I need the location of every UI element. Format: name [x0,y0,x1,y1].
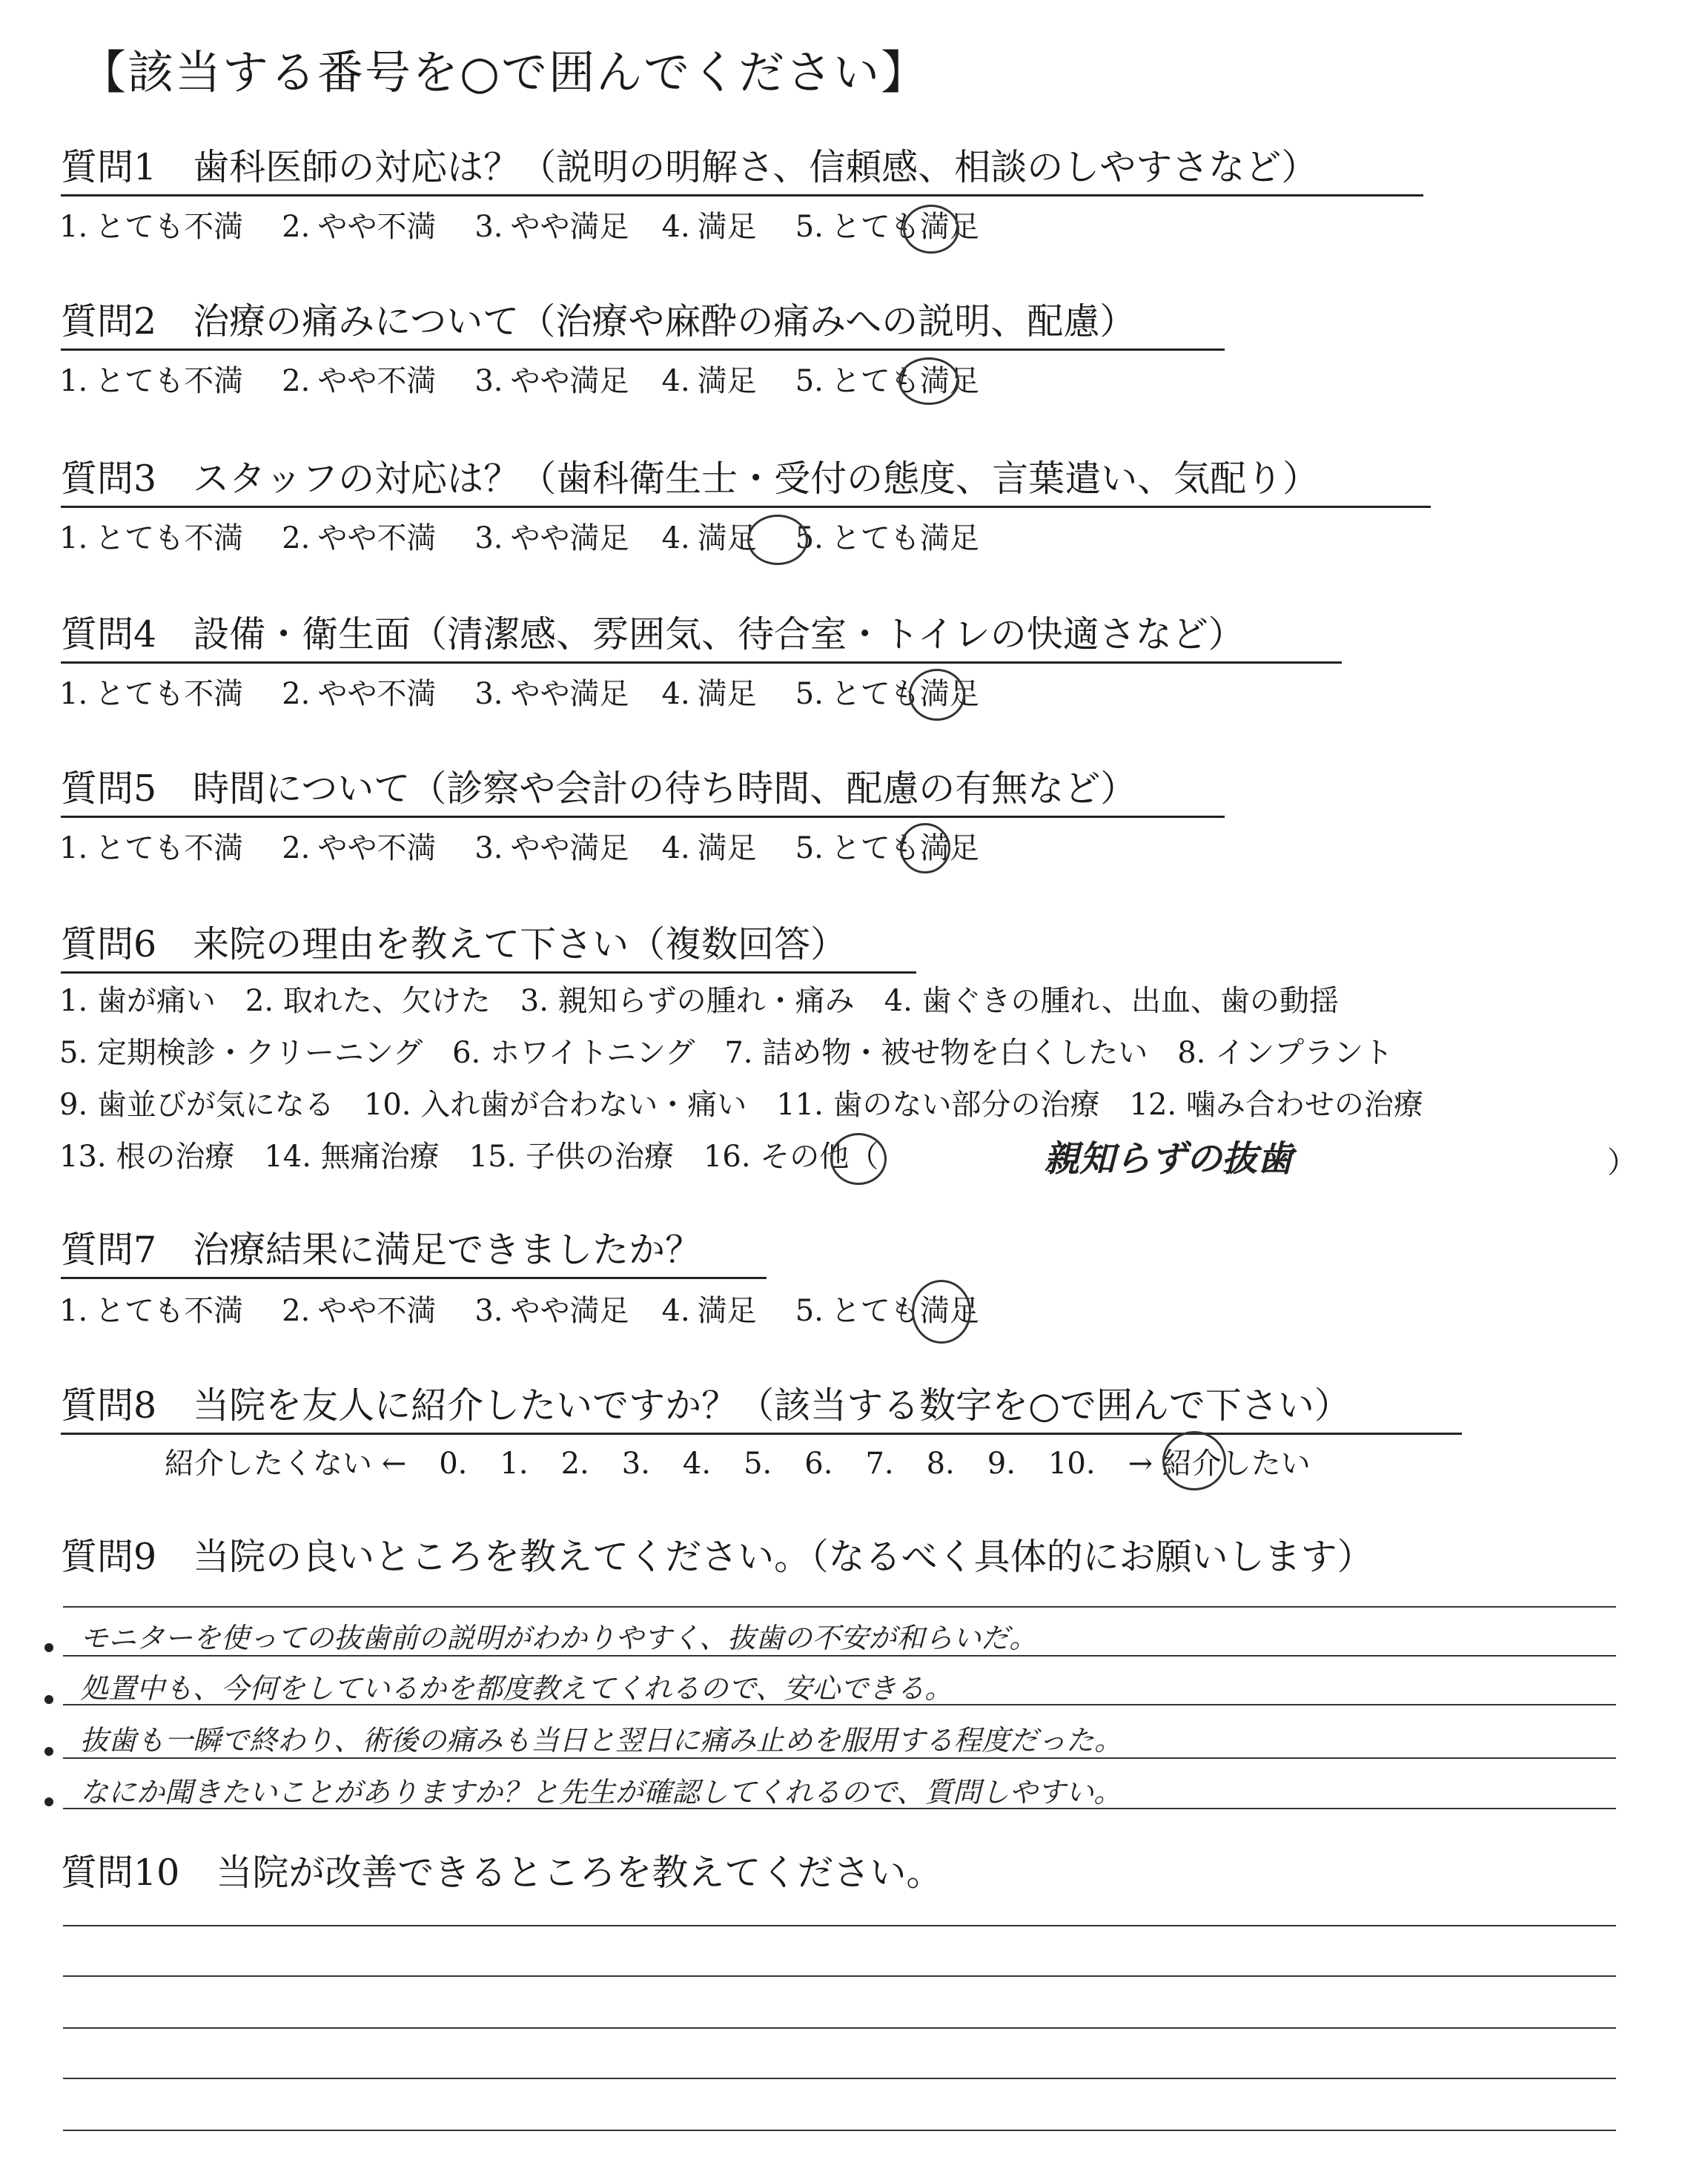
bullet-dot [44,1797,53,1806]
scale-right-label: → 紹介したい [1128,1447,1311,1481]
question-6-options-line-4: 13. 根の治療 14. 無痛治療 15. 子供の治療 16. その他（ [59,1140,879,1174]
question-7-label: 質問7 治療結果に満足できましたか？ [61,1228,767,1279]
bullet-dot [44,1747,53,1756]
good-point-4: なにか聞きたいことがありますか？と先生が確認してくれるので、質問しやすい。 [80,1776,1122,1809]
question-9-label: 質問9 当院の良いところを教えてください。（なるべく具体的にお願いします） [61,1536,1374,1578]
question-5-label: 質問5 時間について（診察や会計の待ち時間、配慮の有無など） [61,767,1225,818]
scale-left-label: 紹介したくない ← [165,1447,407,1481]
question-6-options-line-3: 9. 歯並びが気になる 10. 入れ歯が合わない・痛い 11. 歯のない部分の治療 12. 噛み合わせの治療 [59,1088,1423,1122]
question-1-options [59,209,1018,245]
question-2-options: 1. とても不満 2. やや不満 3. やや満足 4. 満足 5. とても満足 [59,364,979,398]
answer-line [63,1975,1616,1977]
answer-line [63,2130,1616,2131]
selected-answer-circle [898,357,959,405]
answer-line [63,2027,1616,2029]
question-6-label: 質問6 来院の理由を教えて下さい（複数回答） [61,922,916,974]
question-10-label: 質問10 当院が改善できるところを教えてください。 [61,1852,943,1894]
selected-answer-circle [912,1280,971,1344]
good-point-3: 抜歯も一瞬で終わり、術後の痛みも当日と翌日に痛み止めを服用する程度だった。 [80,1724,1123,1757]
question-6-options-line-1: 1. 歯が痛い 2. 取れた、欠けた 3. 親知らずの腫れ・痛み 4. 歯ぐきの腫れ、出血、歯の動揺 [59,984,1339,1018]
answer-line [63,1925,1616,1926]
survey-title: 【該当する番号を○で囲んでください】 [80,45,929,99]
question-8-label: 質問8 当院を友人に紹介したいですか？（該当する数字を○で囲んで下さい） [61,1384,1462,1435]
selected-answer-circle [909,669,965,721]
selected-answer-circle [900,823,950,873]
other-reason-handwritten: 親知らずの抜歯 [1044,1138,1294,1180]
good-point-2: 処置中も、今何をしているかを都度教えてくれるので、安心できる。 [80,1672,953,1705]
question-6-options-line-2: 5. 定期検診・クリーニング 6. ホワイトニング 7. 詰め物・被せ物を白くしたい 8. インプラント [59,1036,1394,1070]
question-4-options: 1. とても不満 2. やや不満 3. やや満足 4. 満足 5. とても満足 [59,677,979,711]
option-4: 4. 満足 [661,210,757,244]
option-3: 3. やや満足 [474,210,629,244]
option-5: 5. とても満足 [795,210,979,244]
question-3-label: 質問3 スタッフの対応は？（歯科衛生士・受付の態度、言葉遣い、気配り） [61,457,1431,508]
question-3-options: 1. とても不満 2. やや不満 3. やや満足 4. 満足 5. とても満足 [59,521,979,555]
selected-answer-circle [903,205,959,254]
selected-answer-circle [747,515,808,565]
question-8-scale: 紹介したくない ← 0. 1. 2. 3. 4. 5. 6. 7. 8. 9. 10. → 紹介したい [165,1447,1311,1481]
question-2-label: 質問2 治療の痛みについて（治療や麻酔の痛みへの説明、配慮） [61,300,1225,351]
answer-line [63,2078,1616,2079]
bullet-dot [44,1695,53,1704]
close-paren: ） [1607,1146,1637,1180]
question-7-options: 1. とても不満 2. やや不満 3. やや満足 4. 満足 5. とても満足 [59,1294,979,1328]
selected-answer-circle [1162,1431,1226,1490]
question-5-options: 1. とても不満 2. やや不満 3. やや満足 4. 満足 5. とても満足 [59,831,979,865]
question-1-label: 質問1 歯科医師の対応は？（説明の明解さ、信頼感、相談のしやすさなど） [61,145,1423,196]
good-point-1: モニターを使っての抜歯前の説明がわかりやすく、抜歯の不安が和らいだ。 [80,1622,1038,1654]
selected-answer-circle [830,1133,887,1185]
option-2: 2. やや不満 [282,210,437,244]
bullet-dot [44,1643,53,1652]
question-4-label: 質問4 設備・衛生面（清潔感、雰囲気、待合室・トイレの快適さなど） [61,612,1342,664]
option-1: 1. とても不満 [59,210,244,244]
answer-line [63,1606,1616,1608]
